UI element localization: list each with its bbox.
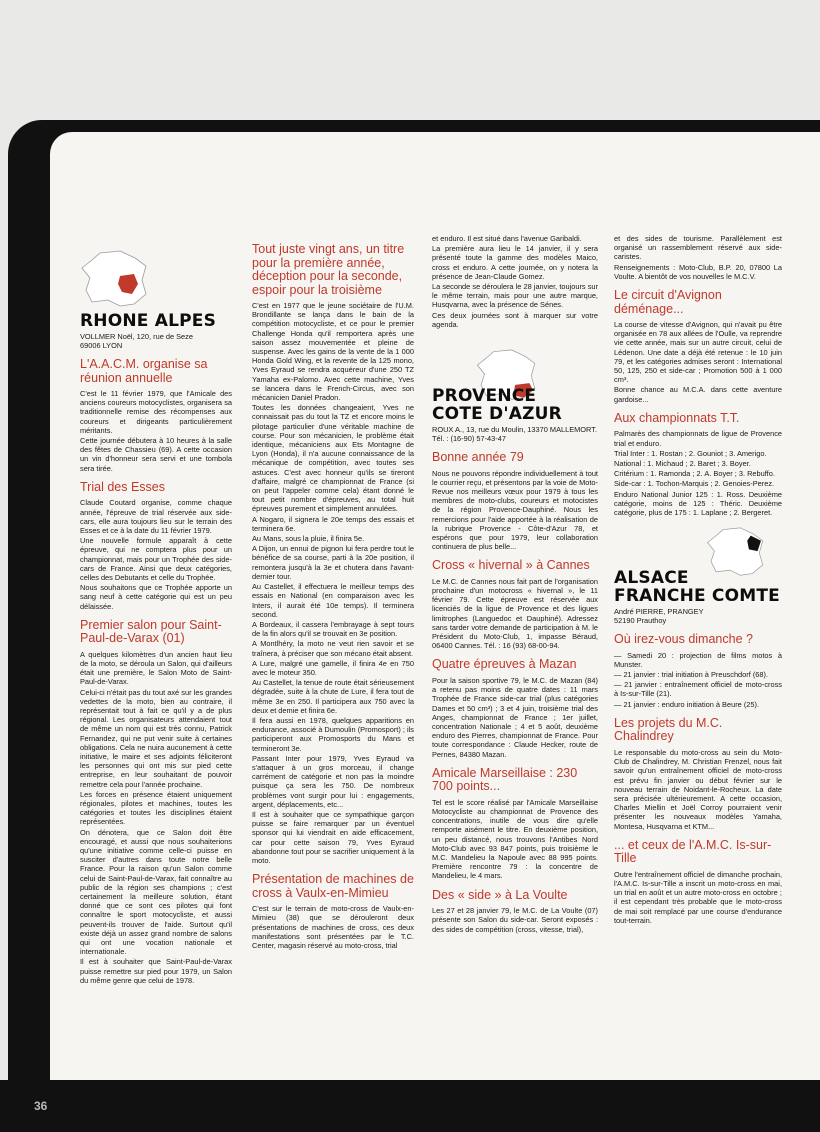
article-paragraph: — Samedi 20 : projection de films motos à Munster. [614,650,782,669]
article-heading: Présentation de machines de cross à Vaulx-en-Mimieu [252,872,414,900]
article-paragraph: La course de vitesse d'Avignon, qui n'avait pu être organisée en 78 aux allées de l'Oulle, va reprendre vie cette année, mais sur un autre circuit, celui de Lédenon. Une date a déjà été retenue : le 10 juin 79, et les catégories admises seront : International 50, 125, 250 et side-car ; Promotion 500 à 1 000 cm³. [614,320,782,385]
column-eyraud [252,243,414,951]
article-paragraph: Renseignements : Moto-Club, B.P. 20, 07800 La Voulte. A bientôt de vos nouvelles le M.C.V. [614,262,782,281]
article-heading: Cross « hivernal » à Cannes [432,558,590,573]
article-paragraph: Il est à souhaiter que Saint-Paul-de-Varax puisse remettre sur pied pour 1979, un Salon du même genre que celui de 1978. [80,957,232,985]
article-heading: Tout juste vingt ans, un titre pour la première année, déception pour la seconde, espoir pour la troisième [252,242,405,297]
article-heading: Quatre épreuves à Mazan [432,657,577,672]
article-paragraph: On dénotera, que ce Salon doit être encouragé, et aussi que nous souhaiterions qu'une initiative comme celle-ci puisse en susciter d'autres dans toute notre belle France. Pour la raison qu'un Salon comme celui de Saint-Paul-de-Varax, fait connaître au public de la région ses champions ; c'est certainement la meilleure solution, étant donné que ce sont ces pilotes qui font connaître le sport motocycliste, et aussi peuvent-ils trouver de l'aide. Surtout qu'il existe déjà un assez grand nombre de salons qui ont une vocation nationale et internationale. [80,827,232,957]
article-paragraph: A quelques kilomètres d'un ancien haut lieu de la moto, se déroula un Salon, qui d'ailleurs était une première, le Salon Moto de Saint-Paul-de-Varax. [80,649,232,687]
article-paragraph: Le responsable du moto-cross au sein du Moto-Club de Chalindrey, M. Christian Frenzel, nous fait savoir qu'un entraînement officiel de moto-cross est prévu fin janvier ou début février sur le nouveau terrain de Noidant-le-Rocheux. La date sera précisée ultérieurement. A cette occasion, Charles Miellin et Joël Corroy pourraient venir présenter les nouveaux modèles Yamaha, Montesa, Husqvarna et KTM... [614,747,782,831]
article-paragraph: Side-car : 1. Tochon-Marquis ; 2. Genoies-Perez. [614,479,775,489]
article-paragraph: Les forces en présence étaient uniquement régionales, pilotes et machines, toutes les catégories et toutes les disciplines étaient représentées. [80,789,232,827]
article-heading: Trial des Esses [80,479,165,494]
region-title: ALSACE FRANCHE COMTE [614,568,780,607]
article-paragraph: Enduro National Junior 125 : 1. Ross. Deuxième catégorie, moins de 125 : Théric. Deuxième catégorie, plus de 175 : 1. Laplane ; 2. Bergeret. [614,489,782,517]
article-paragraph: Il est à souhaiter que ce sympathique garçon puisse se faire remarquer par un éventuel sponsor qui lui viendrait en aide efficacement, car pour cette saison 79, Yves Eyraud abandonne tout pour se sacrifier uniquement à la moto. [252,809,414,865]
article-paragraph: Claude Coutard organise, comme chaque année, l'épreuve de trial réservée aux side-cars, elle aura toujours lieu sur le terrain des Esses et ce à la date du 11 février 1979. [80,498,232,535]
article-paragraph: Ces deux journées sont à marquer sur votre agenda. [432,310,598,329]
article-heading: Amicale Marseillaise : 230 700 points... [432,765,578,794]
article-paragraph: C'est le 11 février 1979, que l'Amicale des anciens coureurs motocyclistes, organisera sa traditionnelle remise des récompenses aux coureurs et dirigeants particulièrement méritants. [80,389,232,435]
article-paragraph: Critérium : 1. Ramonda ; 2. A. Boyer ; 3. Rebuffo. [614,469,775,479]
article-paragraph: et des sides de tourisme. Parallèlement est organisé un rassemblement réservé aux side-caristes. [614,234,782,262]
article-heading: Bonne année 79 [432,450,524,465]
article-paragraph: C'est sur le terrain de moto-cross de Vaulx-en-Mimieu (38) que se dérouleront deux présentations de machines de cross, ces deux manifestations sont présentées par le T.C. Center, magasin réservé au moto-cross, trial [252,904,414,950]
article-heading: Aux championnats T.T. [614,410,740,425]
article-paragraph: A Nogaro, il signera le 20e temps des essais et terminera 6e. [252,514,414,533]
region-address: ROUX A., 13, rue du Moulin, 13370 MALLEMORT. Tél. : (16-90) 57-43-47 [432,425,597,444]
article-paragraph: A Lure, malgré une gamelle, il finira 4e en 750 avec le moteur 350. [252,658,414,677]
article-paragraph: Pour la saison sportive 79, le M.C. de Mazan (84) a retenu pas moins de quatre dates : 11 mars Trophée de France side-car trial (plus catégories Dames et 50 cm³) ; 3 et 4 juin, troisième trial des Anges, championnat de France ; 1er juillet, concentration Nationale ; 4 et 5 août, deuxième enduro des Pierres, championnat de France. Pour toute correspondance : Claude Hecker, route de Pernes, 84380 Mazan. [432,675,598,759]
region-title: PROVENCE COTE D'AZUR [432,386,562,425]
article-heading: L'A.A.C.M. organise sa réunion annuelle [80,357,208,385]
page-bottom-edge [0,1080,820,1132]
article-paragraph: Une nouvelle formule apparaît à cette épreuve, qui ne comptera plus pour un championnat, mais pour un Trophée des side-cars de France. Ainsi que deux catégories, celles des Debutants et celle du Trophée. [80,536,232,582]
article-paragraph: Palmarès des championnats de ligue de Provence trial et enduro. [614,429,782,448]
article-paragraph: Le M.C. de Cannes nous fait part de l'organisation prochaine d'un motocross « hivernal », le 11 février 79. Cette épreuve est réservée aux licenciés de la ligue de Provence et des ligues limitrophes (Languedoc et Dauphiné). Adressez sans tarder votre demande de participation à M. le Président du Moto-Club, 1, impasse Béraud, 06400 Cannes. Tél. : 16 (93) 68-00-94. [432,576,598,651]
article-paragraph: Bonne chance au M.C.A. dans cette aventure gardoise... [614,385,782,404]
region-address: André PIERRE, PRANGEY 52190 Prauthoy [614,607,704,626]
article-paragraph: Cette journée débutera à 10 heures à la salle des fêtes de Chassieu (69). A cette occasion un vin d'honneur sera servi et une tombola sera tirée. [80,436,232,473]
page-number: 36 [34,1099,48,1113]
article-paragraph: Au Mans, sous la pluie, il finira 5e. [252,534,365,544]
article-paragraph: Nous ne pouvons répondre individuellement à tout le courrier reçu, et présentons par la voie de Moto-Revue nos meilleurs vœux pour 1979 à tous les membres de moto-clubs, coureurs et motocistes de la région Provence-Dauphiné. Nous les remercions pour l'aide apportée à la réalisation de la rubrique Provence - Côte-d'Azur 78, et espérons que pour 1979, leur collaboration continuera de plus belle... [432,468,598,552]
article-paragraph: Au Castellet, il effectuera le meilleur temps des essais en National (en comparaison avec les Inters, il aurait été 10e temps). Il terminera second. [252,582,414,619]
region-address: VOLLMER Noël, 120, rue de Seze 69006 LYON [80,332,193,350]
article-paragraph: Trial Inter : 1. Rostan ; 2. Gouniot ; 3. Amerigo. [614,448,767,458]
article-paragraph: La seconde se déroulera le 28 janvier, toujours sur le même terrain, mais pour une autre marque, Husqvarna, avec la présence de Sénes. [432,282,598,310]
france-map-rhone-alpes-icon [80,250,150,308]
article-heading: Des « side » à La Voulte [432,887,568,902]
region-title: RHONE ALPES [80,311,217,331]
article-paragraph: C'est en 1977 que le jeune sociétaire de l'U.M. Brondillante se lança dans le bain de la compétition motocycliste, et ce pour le premier Challenge Honda qu'il remportera après une saison assez mouvementée et pleine de suspense. Avec les gains de la vente de la 1 000 Honda Gold Wing, et la revente de la 125 mono, Yves Eyraud se rendra acquéreur d'une 250 TZ Yamaha ex-Palomo. Avec cette machine, Yves se lancera dans le French-Circus, avec son mécanicien Daniel Pradon. [252,301,414,403]
article-paragraph: Celui-ci n'était pas du tout axé sur les grandes vedettes de la moto, bien au contraire, il représentait tout à fait ce qu'il y a de plus régional. Les organisateurs attendaient tout de même un nom qui est très connu, Patrick Fernandez, qui ne put venir suite à certaines obligations. Cela ne nuira aucunement à cette initiative, le maire et ses adjoints féliciteront les personnes qui ont mis sur pied cette entreprise, en leur souhaitant de pouvoir remettre cela pour l'année prochaine. [80,687,232,789]
column-rhone-alpes [80,250,232,986]
article-paragraph: Outre l'entraînement officiel de dimanche prochain, l'A.M.C. Is-sur-Tille a inscrit un moto-cross en mai, un trial en août et un autre moto-cross en octobre ; il est cependant très probable que le moto-cross de mai soit remplacé par une course d'endurance tout-terrain. [614,869,782,925]
article-paragraph: — 21 janvier : entraînement officiel de moto-cross à Is-sur-Tille (21). [614,680,782,699]
article-paragraph: La première aura lieu le 14 janvier, il y sera présenté toute la gamme des modèles Maico, cross et enduro. A cette journée, on y notera la présence de Jean-Claude Gomez. [432,244,598,281]
column-provence [432,234,598,935]
article-paragraph: Les 27 et 28 janvier 79, le M.C. de La Voulte (07) présente son Salon du side-car. Seront exposés : des sides de compétition (cross, vitesse, trial), [432,906,598,934]
article-paragraph: A Dijon, un ennui de pignon lui fera perdre tout le bénéfice de sa course, parti à la 20e position, il remontera jusqu'à la 3e et chutera dans l'avant-dernier tour. [252,544,414,581]
article-paragraph: Passant Inter pour 1979, Yves Eyraud va s'attaquer à un gros morceau, il change carrément de catégorie et non pas la moindre puisque ça sera les 750. De nombreux problèmes vont surgir pour lui : engagements, argent, déplacements, etc... [252,753,414,809]
article-paragraph: — 21 janvier : enduro initiation à Beure (25). [614,699,760,709]
article-paragraph: Il fera aussi en 1978, quelques apparitions en endurance, associé à Dumoulin (Promosport) ; ils participeront aux Promosports du Mans et termineront 3e. [252,715,414,753]
article-paragraph: et enduro. Il est situé dans l'avenue Garibaldi. [432,234,582,243]
article-heading: Où irez-vous dimanche ? [614,632,753,647]
column-alsace [614,234,782,926]
article-paragraph: — 21 janvier : trial initiation à Preuschdorf (68). [614,670,769,680]
article-heading: Premier salon pour Saint-Paul-de-Varax (01) [80,617,222,646]
article-heading: ... et ceux de l'A.M.C. Is-sur-Tille [614,837,772,866]
article-paragraph: A Montlhéry, la moto ne veut rien savoir et se traînera, à préciser que son mécano était absent. [252,639,414,658]
article-heading: Les projets du M.C. Chalindrey [614,715,723,744]
article-paragraph: Toutes les données changeaient, Yves ne connaissait pas du tout la TZ et encore moins le pilotage particulier d'une véritable machine de course. Pour son mécanicien, le problème était identique, mécaniciens aux Ets Montagne de Lyon (Honda), il n'a aucune connaissance de la mécanique de compétition, avec toutes ses astuces. C'est avec honneur qu'ils se tireront d'affaire, malgré ce championnat de France (si on peut l'appeler comme cela) étant donné le tout petit nombre d'épreuves, au total huit épreuves purement et simplement annulées. [252,403,414,514]
article-paragraph: Tel est le score réalisé par l'Amicale Marseillaise Motocycliste au championnat de Provence des concentrations, inutile de vous dire qu'elle remporte aisément le titre. En deuxième position, un peu distancé, nous trouvons l'Antibes Nord Moto-Club avec 93 847 points, puis troisième le M.C. Mandelieu la Napoule avec 88 995 points. Première rencontre 79 : la concentre de Mandelieu, le 4 mars. [432,797,598,881]
article-paragraph: Au Castellet, la tenue de route était sérieusement dégradée, suite à la chute de Lure, il fera tout de même 3e en 250. Il participera aux 750 avec la deux et demie et finira 6e. [252,678,414,715]
article-paragraph: A Bordeaux, il cassera l'embrayage à sept tours de la fin alors qu'il se trouvait en 3e position. [252,619,414,639]
article-paragraph: Nous souhaitons que ce Trophée apporte un sang neuf à cette catégorie qui est un peu délaissée. [80,583,232,611]
article-paragraph: National : 1. Michaud ; 2. Baret ; 3. Boyer. [614,458,751,468]
article-heading: Le circuit d'Avignon déménage... [614,288,722,316]
